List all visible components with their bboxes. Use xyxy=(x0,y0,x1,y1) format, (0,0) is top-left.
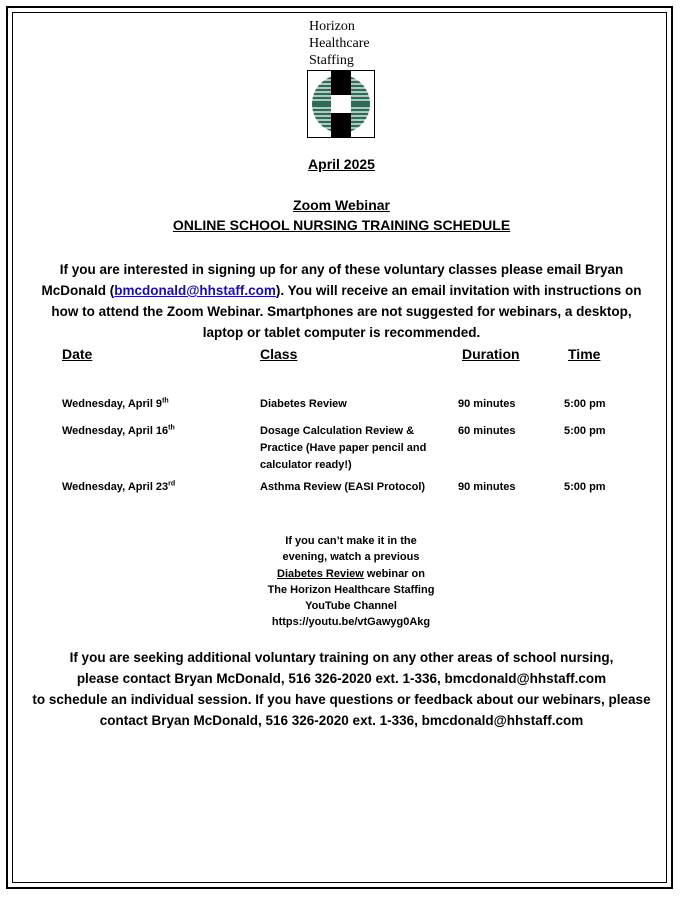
column-header-class: Class xyxy=(260,346,298,362)
email-link[interactable]: bmcdonald@hhstaff.com xyxy=(114,283,276,298)
month-heading: April 2025 xyxy=(308,156,375,172)
note-line-4: The Horizon Healthcare Staffing xyxy=(267,583,435,596)
note-line-2: evening, watch a previous xyxy=(282,551,420,564)
note-line-3: Diabetes Review webinar on xyxy=(277,567,425,580)
row-1-duration: 90 minutes xyxy=(458,398,516,410)
note-line-1: If you can’t make it in the xyxy=(285,535,417,547)
youtube-url[interactable]: https://youtu.be/vtGawyg0Akg xyxy=(271,616,431,629)
company-name xyxy=(309,18,370,69)
row-3-date: Wednesday, April 23rd xyxy=(62,480,176,493)
row-3-class: Asthma Review (EASI Protocol) xyxy=(260,481,426,493)
column-header-date: Date xyxy=(62,346,93,362)
footer-line-4: contact Bryan McDonald, 516 326-2020 ext. 1-336, bmcdonald@hhstaff.com xyxy=(99,713,584,728)
company-name-line-3: Staffing xyxy=(309,53,354,68)
company-name-line-1: Horizon xyxy=(309,19,355,34)
webinar-title: Zoom Webinar xyxy=(293,197,390,213)
row-2-duration: 60 minutes xyxy=(458,425,516,437)
footer-line-1: If you are seeking additional voluntary training on any other areas of school nursing, xyxy=(69,650,614,665)
row-1-time: 5:00 pm xyxy=(564,398,606,410)
diabetes-review-link[interactable]: Diabetes Review xyxy=(277,567,364,580)
horizon-h-logo-icon xyxy=(307,70,375,138)
row-3-duration: 90 minutes xyxy=(458,481,516,493)
column-header-duration: Duration xyxy=(462,346,520,362)
intro-text-start: If you are interested in signing up for any of these voluntary classes please email Bryan McDonald ( xyxy=(41,262,624,298)
footer-line-3: to schedule an individual session. If you have questions or feedback about our webinars, please xyxy=(32,692,651,707)
column-header-time: Time xyxy=(568,346,601,362)
company-name-line-2: Healthcare xyxy=(309,36,370,51)
row-2-class: Dosage Calculation Review & Practice (Have paper pencil and calculator ready!) xyxy=(260,425,427,471)
row-2-time: 5:00 pm xyxy=(564,425,606,437)
footer-paragraph xyxy=(20,647,663,731)
schedule-title: ONLINE SCHOOL NURSING TRAINING SCHEDULE xyxy=(172,217,511,233)
note-line-5: YouTube Channel xyxy=(305,600,397,613)
footer-line-2: please contact Bryan McDonald, 516 326-2020 ext. 1-336, bmcdonald@hhstaff.com xyxy=(76,671,607,686)
row-2-date: Wednesday, April 16th xyxy=(62,424,175,437)
row-1-class: Diabetes Review xyxy=(260,398,347,410)
youtube-note xyxy=(256,533,446,631)
intro-paragraph xyxy=(40,259,643,343)
row-1-date: Wednesday, April 9th xyxy=(62,397,169,410)
row-3-time: 5:00 pm xyxy=(564,481,606,493)
intro-text-end: ). You will receive an email invitation with instructions on how to attend the Zoom Webinar. Smartphones are not suggested for webinars, a desktop, laptop or tablet computer is recommended. xyxy=(51,283,642,340)
